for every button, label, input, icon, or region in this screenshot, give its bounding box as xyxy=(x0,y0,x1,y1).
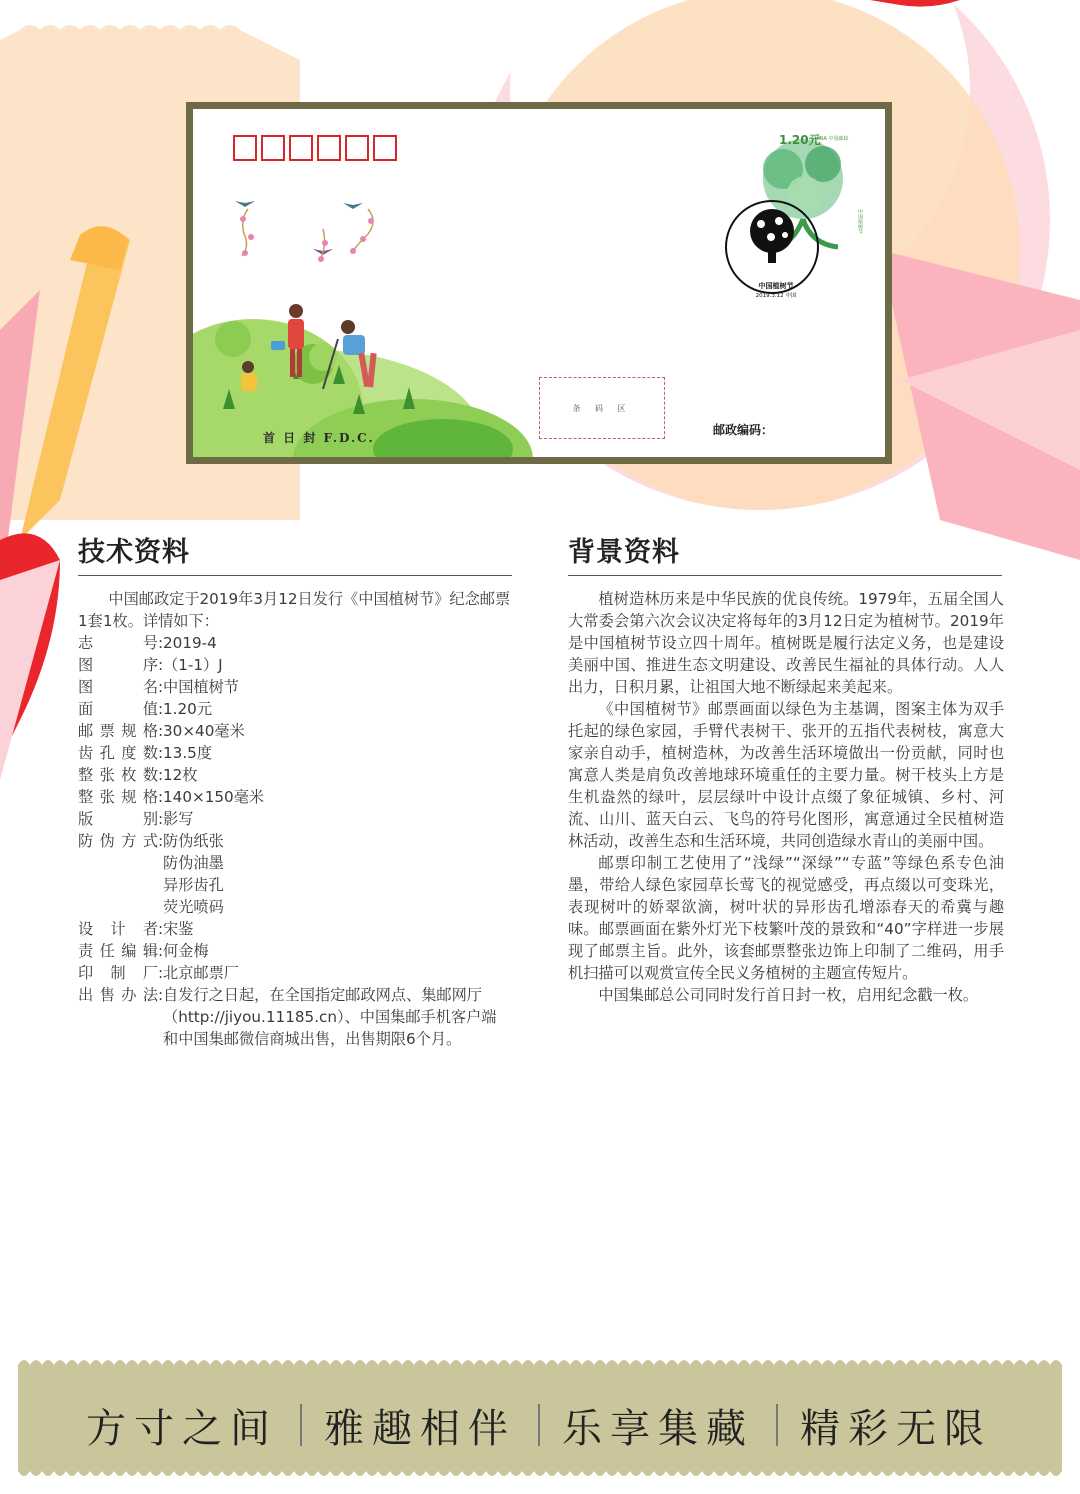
tech-content xyxy=(78,588,514,1050)
tech-row xyxy=(78,830,514,852)
tech-row xyxy=(78,940,514,962)
tech-row-value: 和中国集邮微信商城出售，出售期限6个月。 xyxy=(163,1030,462,1048)
tech-row xyxy=(78,962,514,984)
tech-row-colon: : xyxy=(158,832,164,850)
postmark-title: 中国植树节 xyxy=(758,282,794,290)
tech-row xyxy=(78,874,514,896)
tech-row xyxy=(78,896,514,918)
birds xyxy=(235,201,363,255)
tech-row-value: 何金梅 xyxy=(163,942,209,960)
postmark-date: 2019.3.12 中国 xyxy=(755,293,797,299)
bush xyxy=(215,321,251,357)
background-paragraph: 植树造林历来是中华民族的优良传统。1979年，五届全国人大常委会第六次会议决定将每年的3月12日定为植树节。2019年是中国植树节设立四十周年。植树既是履行法定义务，也是建设美丽中国、推进生态文明建设、改善民生福祉的具体行动。人人出力，日积月累，让祖国大地不断绿起来美起来。 xyxy=(568,590,1004,696)
stamp-side-text: 中国植树节 xyxy=(857,209,863,234)
tech-row-colon: : xyxy=(158,744,164,762)
tech-row-key: 邮票规格 xyxy=(78,722,158,740)
tech-row-key: 图名 xyxy=(78,678,158,696)
tech-row xyxy=(78,676,514,698)
tech-row-colon: : xyxy=(158,722,164,740)
fdc-label: 首 日 封 F.D.C. xyxy=(263,431,375,445)
tech-row xyxy=(78,720,514,742)
tech-row-value: 1.20元 xyxy=(163,700,213,718)
tech-row xyxy=(78,698,514,720)
tech-row xyxy=(78,764,514,786)
postal-code-label: 邮政编码： xyxy=(713,423,774,437)
slogan-1: 方寸之间 xyxy=(86,1405,278,1452)
slogan-3: 乐享集藏 xyxy=(562,1405,754,1452)
tech-row-key: 面值 xyxy=(78,700,158,718)
first-day-cover xyxy=(186,102,892,464)
barcode-label: 条 码 区 xyxy=(572,403,632,413)
light-pink-triangle xyxy=(0,560,60,780)
tech-row-colon: : xyxy=(158,810,164,828)
tech-row xyxy=(78,918,514,940)
tech-row-colon: : xyxy=(158,766,164,784)
background-paragraph: 《中国植树节》邮票画面以绿色为主基调，图案主体为双手托起的绿色家园，手臂代表树干、张开的五指代表树枝，寓意大家亲自动手，植树造林，为改善生活环境做出一份贡献，同时也寓意人类是肩负改善地球环境重任的主要力量。树干枝头上方是生机盎然的绿叶，层层绿叶中设计点缀了象征城镇、乡村、河流、山川、蓝天白云、飞鸟的符号化图形，寓意通过全民植树造林活动，改善生态和生活环境，共同创造绿水青山的美丽中国。 xyxy=(568,700,1004,850)
tech-intro: 中国邮政定于2019年3月12日发行《中国植树节》纪念邮票1套1枚。详情如下： xyxy=(78,590,511,630)
tech-row-colon: : xyxy=(158,942,164,960)
tech-row-value: 异形齿孔 xyxy=(163,876,224,894)
postmark xyxy=(726,201,818,293)
tech-row-colon: : xyxy=(158,634,164,652)
tech-row-colon: : xyxy=(158,788,164,806)
tech-row-key: 印制厂 xyxy=(78,964,158,982)
tech-row xyxy=(78,984,514,1006)
tech-row xyxy=(78,742,514,764)
tech-row-key: 版别 xyxy=(78,810,158,828)
tech-row-value: 自发行之日起，在全国指定邮政网点、集邮网厅 xyxy=(163,986,482,1004)
footer-slogans xyxy=(24,1395,1054,1455)
stamp-denomination: 1.20元 xyxy=(779,133,821,147)
tech-row-value: 12枚 xyxy=(163,766,198,784)
tech-row-value: 140×150毫米 xyxy=(163,788,265,806)
tech-row-value: 防伪油墨 xyxy=(163,854,224,872)
tech-row xyxy=(78,632,514,654)
tech-row-key: 整张规格 xyxy=(78,788,158,806)
tech-row-colon: : xyxy=(158,920,164,938)
tech-row-value: 防伪纸张 xyxy=(163,832,224,850)
tech-row-key xyxy=(78,852,158,874)
tech-row-key: 志号 xyxy=(78,634,158,652)
tech-row-value: 13.5度 xyxy=(163,744,213,762)
background-paragraph: 中国集邮总公司同时发行首日封一枚，启用纪念戳一枚。 xyxy=(598,986,979,1004)
tech-row-colon: : xyxy=(158,986,164,1004)
tech-row-value: 影写 xyxy=(163,810,194,828)
tech-divider xyxy=(78,575,512,576)
tech-row-value: 北京邮票厂 xyxy=(163,964,239,982)
tech-row-value: 荧光喷码 xyxy=(163,898,224,916)
tech-row-value: （http://jiyou.11185.cn）、中国集邮手机客户端 xyxy=(163,1008,497,1026)
tech-row-key: 责任编辑 xyxy=(78,942,158,960)
tech-row-key: 齿孔度数 xyxy=(78,744,158,762)
tech-row-key: 设计者 xyxy=(78,920,158,938)
flowers xyxy=(240,216,374,262)
tech-row-key: 防伪方式 xyxy=(78,832,158,850)
tech-row-key xyxy=(78,1006,158,1028)
slogan-separator xyxy=(538,1404,540,1446)
tech-row-value: （1-1）J xyxy=(163,656,223,674)
tech-row-key: 出售办法 xyxy=(78,986,158,1004)
slogan-separator xyxy=(776,1404,778,1446)
tech-row-colon: : xyxy=(158,964,164,982)
tech-row xyxy=(78,1006,514,1028)
background-content xyxy=(568,588,1004,1006)
tech-row-value: 2019-4 xyxy=(163,634,217,652)
tech-row-value: 宋鉴 xyxy=(163,920,194,938)
tech-row xyxy=(78,654,514,676)
tech-row-colon: : xyxy=(158,656,164,674)
background-divider xyxy=(568,575,1002,576)
tech-row xyxy=(78,808,514,830)
tech-row-key: 整张枚数 xyxy=(78,766,158,784)
tech-row-value: 30×40毫米 xyxy=(163,722,245,740)
tech-row-value: 中国植树节 xyxy=(163,678,239,696)
slogan-2: 雅趣相伴 xyxy=(324,1405,516,1452)
stamp-country: CHINA 中国邮政 xyxy=(811,136,849,142)
tech-row xyxy=(78,786,514,808)
tech-row-key xyxy=(78,896,158,918)
background-paragraph: 邮票印制工艺使用了“浅绿”“深绿”“专蓝”等绿色系专色油墨，带给人绿色家园草长莺飞的视觉感受，再点缀以可变珠光，表现树叶的娇翠欲滴，树叶状的异形齿孔增添春天的希冀与趣味。邮票画面在紫外灯光下枝繁叶茂的景致和“40”字样进一步展现了邮票主旨。此外，该套邮票整张边饰上印制了二维码，用手机扫描可以观赏宣传全民义务植树的主题宣传短片。 xyxy=(568,854,1004,982)
tech-row-key xyxy=(78,1028,158,1050)
tech-row-colon: : xyxy=(158,700,164,718)
background-section-title: 背景资料 xyxy=(568,537,680,568)
tech-row-colon: : xyxy=(158,678,164,696)
barcode-area xyxy=(539,377,665,439)
tech-row-key: 图序 xyxy=(78,656,158,674)
tech-row-key xyxy=(78,874,158,896)
slogan-separator xyxy=(300,1404,302,1446)
tech-section-title: 技术资料 xyxy=(78,537,190,568)
tech-rows xyxy=(78,632,514,1050)
slogan-4: 精彩无限 xyxy=(800,1405,992,1452)
tech-row xyxy=(78,852,514,874)
tech-row xyxy=(78,1028,514,1050)
